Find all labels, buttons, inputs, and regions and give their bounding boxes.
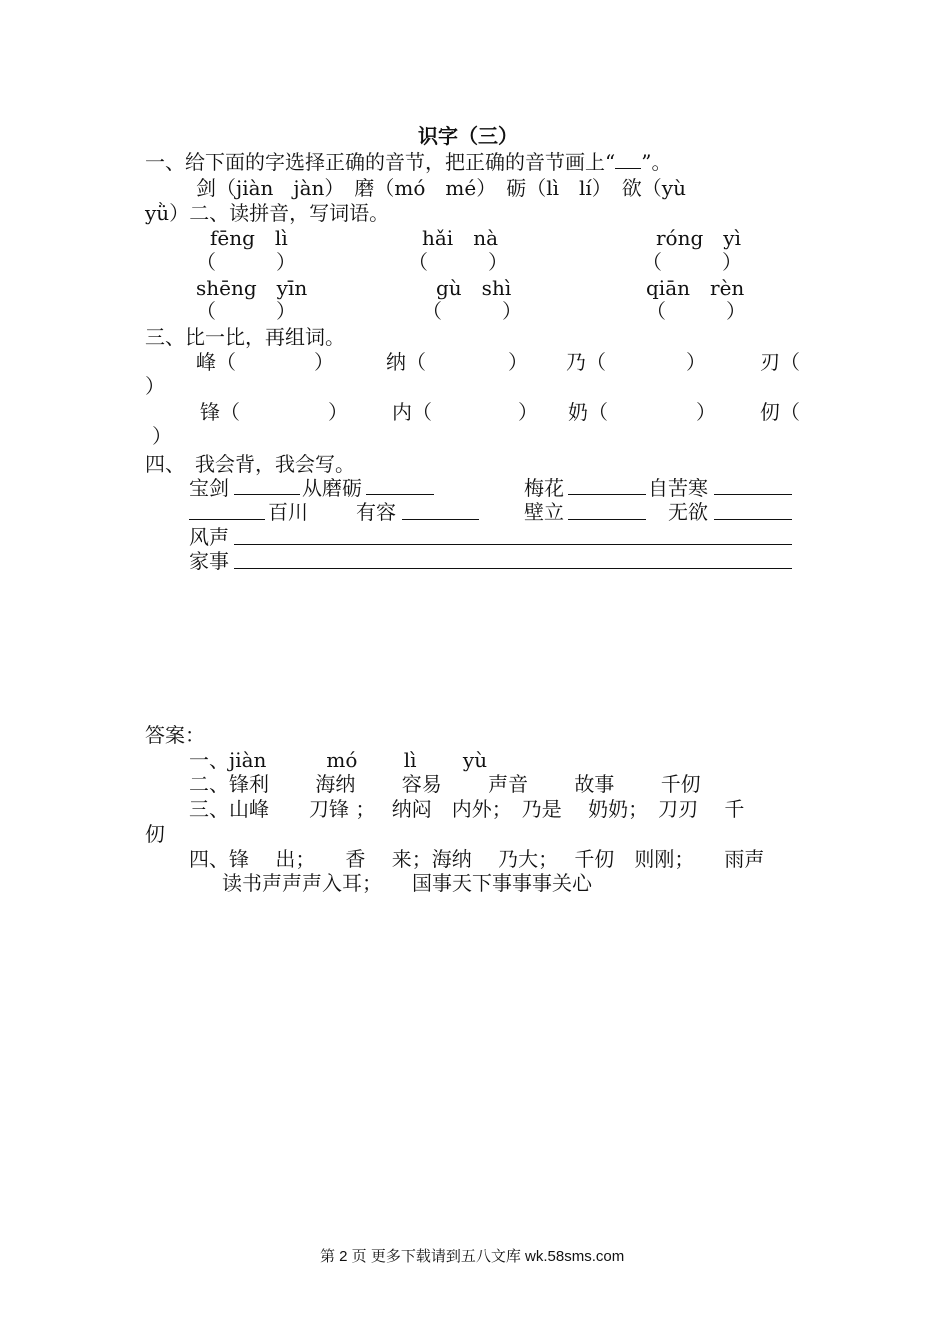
q3-item-wrap: ）	[152, 424, 172, 448]
answer-line: 三、山峰 刀锋 ； 纳闷 内外； 乃是 奶奶； 刀刃 千	[189, 797, 745, 821]
q2-prompt: 二、读拼音，写词语。	[189, 201, 390, 225]
fill-in-blank	[714, 494, 792, 495]
fill-in-blank	[366, 494, 434, 495]
q3-item: 仞（	[760, 400, 800, 424]
q4-phrase: 从磨砺	[302, 476, 362, 500]
q2-pinyin: hǎi nà	[422, 226, 499, 250]
q4-phrase: 风声	[189, 525, 229, 549]
fill-in-blank	[234, 544, 792, 545]
answer-line: 二、锋利 海纳 容易 声音 故事 千仞	[189, 772, 701, 796]
q1-prompt-end: ”。	[641, 150, 672, 174]
q1-options-line2	[145, 201, 389, 225]
q3-item: ）	[508, 350, 528, 374]
q3-item: ）	[328, 400, 348, 424]
page-title: 识字（三）	[418, 124, 518, 148]
q1-prompt-text: 一、给下面的字选择正确的音节，把正确的音节画上“	[145, 150, 616, 174]
q2-answer-bracket: （ ）	[642, 250, 742, 274]
q3-prompt: 三、比一比，再组词。	[145, 325, 345, 349]
q2-answer-bracket: （ ）	[646, 299, 746, 323]
q3-item-wrap: ）	[145, 374, 165, 398]
q4-phrase: 自苦寒	[648, 476, 708, 500]
q4-phrase: 百川	[268, 500, 308, 524]
q4-phrase: 壁立	[524, 500, 564, 524]
q1-prompt	[145, 150, 671, 174]
q3-item: 锋（	[200, 400, 240, 424]
q3-item: 峰（	[196, 350, 236, 374]
q3-item: 刃（	[760, 350, 800, 374]
q3-item: 内（	[392, 400, 432, 424]
q2-pinyin: fēng lì	[210, 226, 288, 250]
fill-in-blank	[568, 494, 646, 495]
q3-item: 纳（	[386, 350, 426, 374]
q2-answer-bracket: （ ）	[196, 250, 296, 274]
q2-pinyin: shēng yīn	[196, 276, 308, 300]
q2-answer-bracket: （ ）	[408, 250, 508, 274]
q3-item: ）	[314, 350, 334, 374]
q4-phrase: 无欲	[668, 500, 708, 524]
q3-item: 乃（	[566, 350, 606, 374]
answer-line: 一、jiàn mó lì yù	[189, 748, 488, 772]
fill-in-blank	[714, 519, 792, 520]
q2-answer-bracket: （ ）	[196, 299, 296, 323]
answers-heading: 答案：	[145, 723, 205, 747]
q2-pinyin: gù shì	[436, 276, 512, 300]
underline-sample	[615, 150, 641, 169]
q4-phrase: 有容	[356, 500, 396, 524]
q2-answer-bracket: （ ）	[422, 299, 522, 323]
q2-pinyin: qiān rèn	[646, 276, 745, 300]
fill-in-blank	[234, 494, 300, 495]
fill-in-blank	[568, 519, 646, 520]
q4-phrase: 家事	[189, 549, 229, 573]
fill-in-blank	[189, 519, 265, 520]
q1-options-line1: 剑（jiàn jàn） 磨（mó mé） 砺（lì lí） 欲（yù	[196, 176, 686, 200]
q3-item: ）	[686, 350, 706, 374]
q4-phrase: 宝剑	[189, 476, 229, 500]
answer-line: 仞	[145, 822, 165, 846]
fill-in-blank	[234, 568, 792, 569]
page-footer: 第 2 页 更多下载请到五八文库 wk.58sms.com	[320, 1248, 625, 1265]
q3-item: ）	[518, 400, 538, 424]
q3-item: 奶（	[568, 400, 608, 424]
answer-line: 四、锋 出； 香 来；海纳 乃大； 千仞 则刚； 雨声	[189, 847, 765, 871]
answer-line: 读书声声声入耳； 国事天下事事事关心	[222, 871, 592, 895]
q4-phrase: 梅花	[524, 476, 564, 500]
q1-options-wrap: yǜ）	[145, 201, 190, 225]
q3-item: ）	[696, 400, 716, 424]
q2-pinyin: róng yì	[656, 226, 741, 250]
q4-prompt: 四、 我会背，我会写。	[145, 452, 355, 476]
fill-in-blank	[402, 519, 479, 520]
